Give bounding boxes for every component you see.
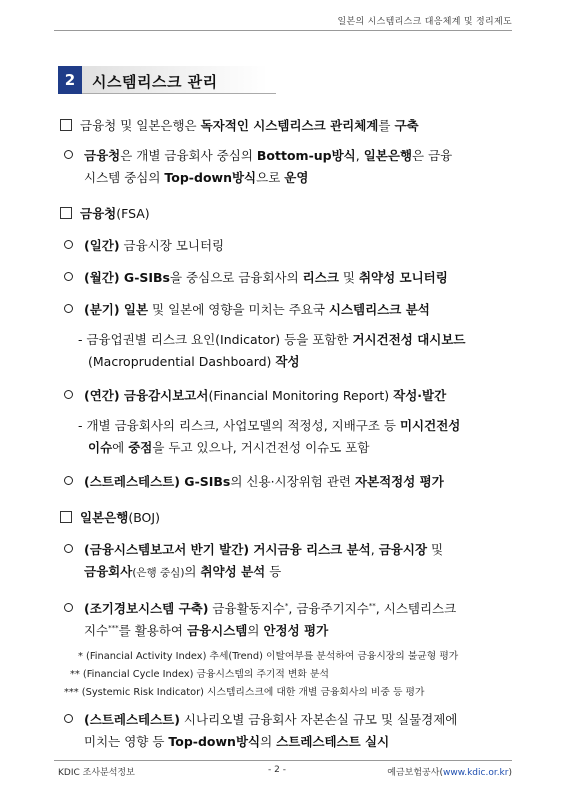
footnote-2: ** (Financial Cycle Index) 금융시스템의 주기적 변화 분석 — [70, 669, 329, 680]
fsa-annual: (연간) 금융감시보고서(Financial Monitoring Report) 작성·발간 — [64, 386, 446, 406]
circle-bullet-icon — [64, 603, 73, 612]
bullet-line-2-cont: 시스템 중심의 Top-down방식으로 운영 — [84, 170, 309, 185]
circle-bullet-icon — [64, 240, 73, 249]
boj-report: (금융시스템보고서 반기 발간) 거시금융 리스크 분석, 금융시장 및 — [64, 540, 443, 560]
running-title: 일본의 시스템리스크 대응체계 및 정리제도 — [337, 17, 512, 27]
square-bullet-icon — [60, 119, 72, 131]
circle-bullet-icon — [64, 150, 73, 159]
section-rule — [82, 93, 276, 94]
fsa-quarterly: (분기) 일본 및 일본에 영향을 미치는 주요국 시스템리스크 분석 — [64, 300, 430, 320]
page-number: - 2 - — [268, 765, 286, 775]
footnote-3: *** (Systemic Risk Indicator) 시스템리스크에 대한 개별 금융회사의 비중 등 평가 — [64, 687, 425, 698]
section-title: 시스템리스크 관리 — [92, 73, 218, 91]
footer-org: 예금보험공사(www.kdic.or.kr) — [387, 768, 512, 778]
boj-stress-test: (스트레스테스트) 시나리오별 금융회사 자본손실 규모 및 실물경제에 — [64, 710, 457, 730]
boj-report-cont: 금융회사(은행 중심)의 취약성 분석 등 — [84, 564, 282, 579]
fsa-quarterly-detail: - 금융업권별 리스크 요인(Indicator) 등을 포함한 거시건전성 대시보드 — [78, 332, 466, 347]
fsa-annual-detail-cont: 이슈에 중점을 두고 있으나, 거시건전성 이슈도 포함 — [88, 440, 370, 455]
fsa-daily: (일간) 금융시장 모니터링 — [64, 236, 224, 256]
heading-boj: 일본은행(BOJ) — [60, 508, 160, 528]
bullet-line-2: 금융청은 개별 금융회사 중심의 Bottom-up방식, 일본은행은 금융 — [64, 146, 452, 166]
footer-rule — [54, 760, 512, 761]
fsa-stress-test: (스트레스테스트) G-SIBs의 신용·시장위험 관련 자본적정성 평가 — [64, 472, 444, 492]
footer-url-link[interactable]: www.kdic.or.kr — [442, 768, 509, 778]
fsa-quarterly-detail-cont: (Macroprudential Dashboard) 작성 — [88, 354, 300, 369]
boj-early-warning: (조기경보시스템 구축) 금융활동지수*, 금융주기지수**, 시스템리스크 — [64, 596, 456, 619]
fsa-monthly: (월간) G-SIBs을 중심으로 금융회사의 리스크 및 취약성 모니터링 — [64, 268, 448, 288]
square-bullet-icon — [60, 207, 72, 219]
header-rule — [54, 30, 512, 31]
footnote-1: * (Financial Activity Index) 추세(Trend) 이탈여부를 분석하여 금융시장의 불균형 평가 — [78, 651, 459, 662]
square-bullet-icon — [60, 511, 72, 523]
boj-stress-test-cont: 미치는 영향 등 Top-down방식의 스트레스테스트 실시 — [84, 734, 390, 749]
circle-bullet-icon — [64, 272, 73, 281]
circle-bullet-icon — [64, 390, 73, 399]
heading-fsa: 금융청(FSA) — [60, 204, 150, 224]
circle-bullet-icon — [64, 476, 73, 485]
boj-early-warning-cont: 지수***를 활용하여 금융시스템의 안정성 평가 — [84, 623, 329, 639]
circle-bullet-icon — [64, 714, 73, 723]
page-header — [0, 0, 566, 38]
section-heading — [58, 66, 268, 94]
bullet-line-1: 금융청 및 일본은행은 독자적인 시스템리스크 관리체계를 구축 — [60, 116, 419, 136]
circle-bullet-icon — [64, 304, 73, 313]
section-number: 2 — [58, 66, 82, 94]
footer-left: KDIC 조사분석정보 — [58, 768, 135, 778]
circle-bullet-icon — [64, 544, 73, 553]
fsa-annual-detail: - 개별 금융회사의 리스크, 사업모델의 적정성, 지배구조 등 미시건전성 — [78, 418, 461, 433]
